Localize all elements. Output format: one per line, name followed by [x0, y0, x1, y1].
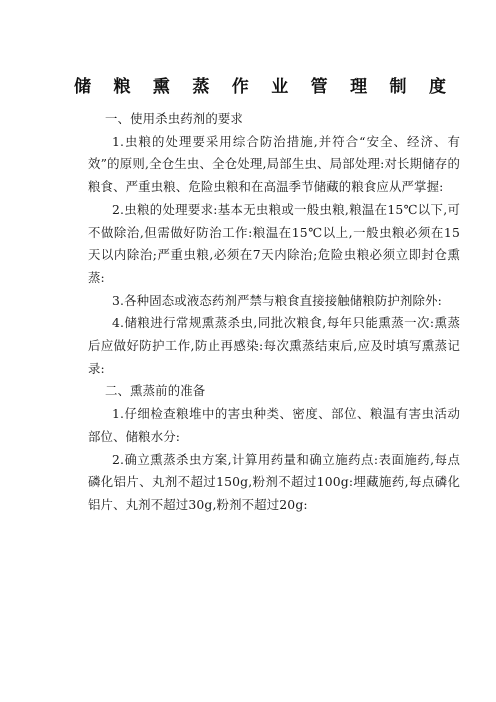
title-char: 度 — [428, 77, 446, 97]
document-title — [74, 76, 446, 98]
title-char: 熏 — [152, 77, 170, 97]
title-char: 储 — [74, 77, 91, 97]
section-heading: 一、使用杀虫药剂的要求 — [105, 111, 243, 126]
section-heading: 二、熏蒸前的准备 — [105, 383, 206, 399]
paragraph: 3.各种固态或液态药剂严禁与粮食直接接触储粮防护剂除外: — [112, 292, 442, 308]
paragraph: 1.仔细检查粮堆中的害虫种类、密度、部位、粮温有害虫活动部位、储粮水分: — [88, 406, 460, 444]
document-body — [88, 108, 460, 517]
title-char: 制 — [389, 77, 407, 97]
paragraph: 2.虫粮的处理要求:基本无虫粮或一般虫粮,粮温在15℃以下,可不做除治,但需做好防治工作:粮温在15℃以上,一般虫粮必须在15天以内除治;严重虫粮,必须在7天内除治;危险虫粮必须立即封仓熏蒸: — [88, 201, 460, 285]
title-char: 理 — [350, 77, 368, 97]
title-char: 管 — [310, 77, 328, 97]
paragraph: 2.确立熏蒸杀虫方案,计算用药量和确立施药点:表面施药,每点磷化铝片、丸剂不超过150g,粉剂不超过100g:埋藏施药,每点磷化铝片、丸剂不超过30g,粉剂不超过20g: — [88, 451, 460, 512]
paragraph: 4.储粮进行常规熏蒸杀虫,同批次粮食,每年只能熏蒸一次:熏蒸后应做好防护工作,防止再感染:每次熏蒸结束后,应及时填写熏蒸记录: — [88, 315, 460, 376]
title-char: 业 — [271, 77, 289, 97]
title-char: 作 — [231, 77, 249, 97]
title-char: 蒸 — [192, 77, 210, 97]
title-char: 粮 — [113, 77, 131, 97]
paragraph: 1.虫粮的处理要采用综合防治措施,并符合“安全、经济、有效”的原则,全仓生虫、全仓处理,局部生虫、局部处理:对长期储存的粮食、严重虫粮、危险虫粮和在高温季节储藏的粮食应从严掌握: — [88, 133, 460, 195]
